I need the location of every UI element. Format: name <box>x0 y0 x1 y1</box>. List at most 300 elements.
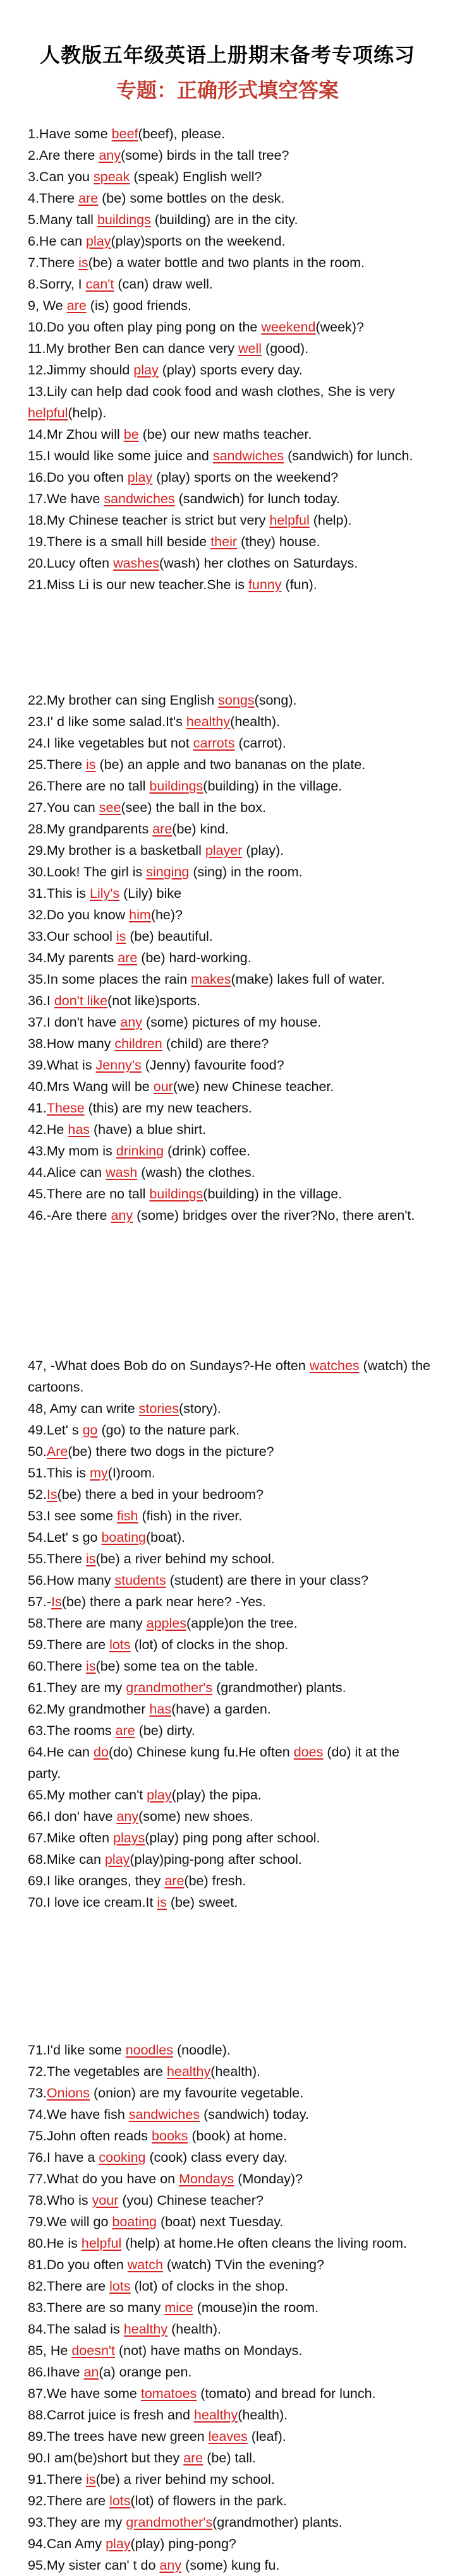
sentence-text: 73. <box>28 2085 47 2101</box>
answer-word: songs <box>218 693 255 708</box>
answer-word: plays <box>113 1830 145 1846</box>
sentence-text: 55.There <box>28 1551 87 1566</box>
answer-word: play <box>127 470 153 485</box>
answer-word: sandwiches <box>212 448 284 463</box>
sentence-text: 20.Lucy often <box>28 556 114 571</box>
answer-word: mice <box>164 2300 193 2315</box>
sentence-text: 63.The rooms <box>28 1723 116 1738</box>
sentence-text: 12.Jimmy should <box>28 362 134 378</box>
sentence-text: 10.Do you often play ping pong on the <box>28 319 262 335</box>
sentence-text: 18.My Chinese teacher is strict but very <box>28 513 270 528</box>
exercise-item <box>28 2490 432 2512</box>
answer-word: buildings <box>97 212 151 227</box>
answer-word: watches <box>309 1358 360 1373</box>
sentence-text: (building) in the village. <box>203 1186 343 1202</box>
exercise-section-3 <box>28 1355 432 1913</box>
sentence-text: (health). <box>210 2064 261 2079</box>
exercise-item <box>28 338 432 359</box>
exercise-item <box>28 166 432 188</box>
sentence-text: (have) a garden. <box>171 1702 271 1717</box>
sentence-text: 36.I <box>28 993 54 1008</box>
exercise-item <box>28 2469 432 2490</box>
exercise-item <box>28 2104 432 2125</box>
sentence-text: (lot) of clocks in the shop. <box>130 1637 289 1652</box>
exercise-item <box>28 1162 432 1183</box>
sentence-text: 95.My sister can' t do <box>28 2558 160 2573</box>
sentence-text: 27.You can <box>28 800 99 815</box>
answer-word: carrots <box>193 736 235 751</box>
answer-word: are <box>152 821 173 837</box>
exercise-item <box>28 316 432 338</box>
sentence-text: (sandwich) today. <box>200 2107 309 2122</box>
sentence-text: 15.I would like some juice and <box>28 448 213 463</box>
answer-word: Is <box>51 1594 62 1609</box>
sentence-text: 5.Many tall <box>28 212 97 227</box>
exercise-item <box>28 775 432 797</box>
sentence-text: 89.The trees have new green <box>28 2429 209 2444</box>
sentence-text: (leaf). <box>247 2429 286 2444</box>
sentence-text: 77.What do you have on <box>28 2171 179 2186</box>
answer-word: are <box>66 298 87 313</box>
exercise-item <box>28 990 432 1011</box>
sentence-text: 72.The vegetables are <box>28 2064 167 2079</box>
sentence-text: 40.Mrs Wang will be <box>28 1079 154 1094</box>
sentence-text: 38.How many <box>28 1036 115 1051</box>
sentence-text: (play) ping-pong? <box>130 2536 236 2551</box>
sentence-text: (fish) in the river. <box>138 1508 243 1524</box>
sentence-text: (be) some bottles on the desk. <box>98 191 285 206</box>
sentence-text: 47, -What does Bob do on Sundays?-He often <box>28 1358 310 1373</box>
answer-word: beef <box>111 126 138 141</box>
sentence-text: (good). <box>262 341 309 356</box>
sentence-text: (tomato) and bread for lunch. <box>197 2386 376 2401</box>
answer-word: any <box>120 1015 143 1030</box>
sentence-text: (see) the ball in the box. <box>121 800 266 815</box>
exercise-item <box>28 2512 432 2533</box>
answer-word: speak <box>93 169 130 184</box>
answer-word: These <box>46 1100 85 1116</box>
sentence-text: (boat) next Tuesday. <box>157 2214 284 2229</box>
sentence-text: 7.There <box>28 255 79 270</box>
exercise-item <box>28 1892 432 1913</box>
exercise-item <box>28 273 432 295</box>
sentence-text: (wash) her clothes on Saturdays. <box>159 556 358 571</box>
sentence-text: 76.I have a <box>28 2150 99 2165</box>
answer-word: can't <box>85 277 114 292</box>
sentence-text: (not) have maths on Mondays. <box>115 2343 303 2358</box>
sentence-text: (Monday)? <box>234 2171 303 2186</box>
sentence-text: 78.Who is <box>28 2193 92 2208</box>
page-title: 人教版五年级英语上册期末备考专项练习 <box>39 43 415 67</box>
exercise-item <box>28 1033 432 1054</box>
answer-word: is <box>116 929 126 944</box>
answer-word: apples <box>146 1616 186 1631</box>
sentence-text: (they) house. <box>237 534 320 549</box>
sentence-text: (building) are in the city. <box>150 212 298 227</box>
exercise-item <box>28 123 432 145</box>
sentence-text: 44.Alice can <box>28 1165 106 1180</box>
exercise-item <box>28 1570 432 1591</box>
sentence-text: (apple)on the tree. <box>186 1616 298 1631</box>
sentence-text: (sandwich) for lunch today. <box>174 491 340 506</box>
answer-word: Lily's <box>89 886 120 901</box>
exercise-item <box>28 488 432 510</box>
sentence-text: 30.Look! The girl is <box>28 864 147 880</box>
answer-word: Mondays <box>179 2171 234 2186</box>
sentence-text: 50. <box>28 1444 47 1459</box>
sentence-text: (speak) English well? <box>130 169 262 184</box>
sentence-text: 81.Do you often <box>28 2257 128 2272</box>
answer-word: my <box>89 1465 108 1481</box>
sentence-text: 53.I see some <box>28 1508 118 1524</box>
sentence-text: (do) Chinese kung fu.He often <box>108 1744 294 1760</box>
exercise-item <box>28 188 432 209</box>
answer-word: Onions <box>46 2085 90 2101</box>
exercise-section-2 <box>28 689 432 1226</box>
exercise-item <box>28 2533 432 2555</box>
answer-word: helpful <box>81 2236 122 2251</box>
sentence-text: (be) hard-working. <box>137 950 252 965</box>
exercise-section-4 <box>28 2039 432 2576</box>
sentence-text: 91.There <box>28 2472 87 2487</box>
exercise-item <box>28 883 432 904</box>
sentence-text: (you) Chinese teacher? <box>118 2193 264 2208</box>
sentence-text: (a) orange pen. <box>99 2364 192 2380</box>
exercise-item <box>28 1419 432 1441</box>
sentence-text: (be) a river behind my school. <box>95 2472 275 2487</box>
sentence-text: (lot) of clocks in the shop. <box>130 2279 289 2294</box>
sentence-text: 87.We have some <box>28 2386 141 2401</box>
sentence-text: 26.There are no tall <box>28 778 150 794</box>
exercise-item <box>28 711 432 732</box>
answer-word: is <box>78 255 88 270</box>
sentence-text: (boat). <box>146 1530 186 1545</box>
sentence-text: (be) dirty. <box>135 1723 195 1738</box>
answer-word: are <box>183 2450 203 2466</box>
exercise-item <box>28 732 432 754</box>
exercise-item <box>28 359 432 381</box>
sentence-text: 28.My grandparents <box>28 821 153 837</box>
exercise-item <box>28 1870 432 1892</box>
exercise-item <box>28 1827 432 1849</box>
answer-word: sandwiches <box>104 491 175 506</box>
sentence-text: (go) to the nature park. <box>97 1422 240 1438</box>
exercise-item <box>28 797 432 818</box>
exercise-item <box>28 1441 432 1462</box>
sentence-text: (help). <box>68 405 107 420</box>
exercise-item <box>28 2318 432 2340</box>
sentence-text: (be) fresh. <box>184 1873 246 1888</box>
sentence-text: (some) kung fu. <box>181 2558 280 2573</box>
answer-word: Jenny's <box>95 1058 142 1073</box>
answer-word: books <box>152 2128 188 2144</box>
sentence-text: (help) at home.He often cleans the living room. <box>121 2236 407 2251</box>
exercise-item <box>28 2383 432 2404</box>
sentence-text: 88.Carrot juice is fresh and <box>28 2407 194 2423</box>
sentence-text: 31.This is <box>28 886 90 901</box>
sentence-text: (mouse)in the room. <box>193 2300 319 2315</box>
sentence-text: (be) there a bed in your bedroom? <box>57 1487 264 1502</box>
sentence-text: (do) it at the party. <box>28 1744 400 1781</box>
sentence-text: (student) are there in your class? <box>166 1573 368 1588</box>
sentence-text: 34.My parents <box>28 950 118 965</box>
sentence-text: (story). <box>178 1401 221 1416</box>
answer-word: makes <box>191 972 231 987</box>
exercise-item <box>28 2254 432 2275</box>
answer-word: their <box>210 534 238 549</box>
sentence-text: 61.They are my <box>28 1680 126 1695</box>
answer-word: any <box>99 148 121 163</box>
sentence-text: 29.My brother is a basketball <box>28 843 205 858</box>
exercise-item <box>28 252 432 273</box>
sentence-text: 69.I like oranges, they <box>28 1873 165 1888</box>
sentence-text: (book) at home. <box>188 2128 287 2144</box>
exercise-item <box>28 947 432 969</box>
exercise-item <box>28 467 432 488</box>
exercise-item <box>28 1011 432 1033</box>
answer-word: has <box>149 1702 172 1717</box>
sentence-text: (carrot). <box>234 736 286 751</box>
sentence-text: 93.They are my <box>28 2515 126 2530</box>
answer-word: healthy <box>123 2322 168 2337</box>
sentence-text: (have) a blue shirt. <box>90 1122 207 1137</box>
exercise-item <box>28 2426 432 2447</box>
answer-word: doesn't <box>71 2343 115 2358</box>
sentence-text: (be) a river behind my school. <box>95 1551 275 1566</box>
sentence-text: (grandmother) plants. <box>212 1680 346 1695</box>
exercise-item <box>28 2147 432 2168</box>
exercise-item <box>28 818 432 840</box>
sentence-text: (watch) the cartoons. <box>28 1358 431 1395</box>
sentence-text: 9, We <box>28 298 67 313</box>
exercise-item <box>28 1527 432 1548</box>
exercise-item <box>28 1355 432 1398</box>
answer-word: don't like <box>54 993 108 1008</box>
sentence-text: 92.There are <box>28 2493 110 2508</box>
exercise-item <box>28 209 432 230</box>
exercise-item <box>28 2275 432 2297</box>
answer-word: washes <box>113 556 159 571</box>
exercise-item <box>28 2125 432 2147</box>
exercise-item <box>28 1806 432 1827</box>
exercise-item <box>28 145 432 166</box>
exercise-item <box>28 1076 432 1097</box>
sentence-text: (help). <box>309 513 352 528</box>
sentence-text: 43.My mom is <box>28 1143 116 1159</box>
sentence-text: 21.Miss Li is our new teacher.She is <box>28 577 248 592</box>
sentence-text: (play) ping pong after school. <box>145 1830 320 1846</box>
sentence-text: (be) sweet. <box>166 1895 238 1910</box>
exercise-item <box>28 445 432 467</box>
sentence-text: (week)? <box>315 319 364 335</box>
sentence-text: (building) in the village. <box>203 778 343 794</box>
sentence-text: 42.He <box>28 1122 68 1137</box>
exercise-item <box>28 531 432 552</box>
exercise-item <box>28 2168 432 2190</box>
sentence-text: (sing) in the room. <box>189 864 303 880</box>
answer-word: lots <box>109 2493 131 2508</box>
exercise-item <box>28 1677 432 1698</box>
sentence-text: (can) draw well. <box>114 277 213 292</box>
exercise-item <box>28 295 432 316</box>
sentence-text: (watch) TVin the evening? <box>162 2257 324 2272</box>
sentence-text: 48, Amy can write <box>28 1401 139 1416</box>
answer-word: any <box>116 1809 139 1824</box>
answer-word: him <box>129 907 151 922</box>
exercise-item <box>28 926 432 947</box>
answer-word: any <box>159 2558 182 2573</box>
answer-word: any <box>111 1208 133 1223</box>
exercise-item <box>28 1398 432 1419</box>
answer-word: cooking <box>99 2150 146 2165</box>
answer-word: play <box>104 1852 130 1867</box>
sentence-text: 11.My brother Ben can dance very <box>28 341 239 356</box>
answer-word: is <box>86 757 96 772</box>
sentence-text: 83.There are so many <box>28 2300 165 2315</box>
answer-word: play <box>106 2536 131 2551</box>
sentence-text: 70.I love ice cream.It <box>28 1895 157 1910</box>
exercise-item <box>28 689 432 711</box>
sentence-text: 75.John often reads <box>28 2128 152 2144</box>
exercise-item <box>28 1784 432 1806</box>
exercise-item <box>28 2211 432 2233</box>
answer-word: play <box>147 1787 172 1803</box>
sentence-text: (be) a water bottle and two plants in the room. <box>88 255 365 270</box>
sentence-text: (play)ping-pong after school. <box>130 1852 302 1867</box>
sentence-text: (noodle). <box>173 2042 231 2058</box>
sentence-text: (not like)sports. <box>107 993 200 1008</box>
sentence-text: 52. <box>28 1487 47 1502</box>
sentence-text: (be) some tea on the table. <box>95 1659 258 1674</box>
answer-word: weekend <box>261 319 316 335</box>
exercise-item <box>28 1505 432 1527</box>
answer-word: buildings <box>149 1186 203 1202</box>
sentence-text: 85, He <box>28 2343 72 2358</box>
sentence-text: (fun). <box>281 577 317 592</box>
exercise-item <box>28 1548 432 1570</box>
answer-word: do <box>93 1744 109 1760</box>
answer-word: watch <box>127 2257 163 2272</box>
answer-word: are <box>115 1723 135 1738</box>
answer-word: Is <box>46 1487 58 1502</box>
answer-word: is <box>86 2472 96 2487</box>
answer-word: helpful <box>28 405 68 420</box>
sentence-text: (some) bridges over the river?No, there aren't. <box>133 1208 415 1223</box>
exercise-item <box>28 2061 432 2082</box>
sentence-text: (play) sports on the weekend? <box>152 470 339 485</box>
answer-word: does <box>293 1744 324 1760</box>
sentence-text: 25.There <box>28 757 87 772</box>
sentence-text: (health). <box>167 2322 221 2337</box>
sentence-text: 64.He can <box>28 1744 94 1760</box>
sentence-text: 23.I' d like some salad.It's <box>28 714 186 729</box>
answer-word: helpful <box>269 513 310 528</box>
sentence-text: 82.There are <box>28 2279 110 2294</box>
sentence-text: (play)sports on the weekend. <box>111 234 286 249</box>
exercise-item <box>28 754 432 775</box>
answer-word: sandwiches <box>128 2107 200 2122</box>
exercise-item <box>28 1698 432 1720</box>
sentence-text: (be) an apple and two bananas on the plate. <box>95 757 366 772</box>
sentence-text: (health). <box>230 714 281 729</box>
sentence-text: 80.He is <box>28 2236 82 2251</box>
sentence-text: (song). <box>254 693 297 708</box>
sentence-text: 1.Have some <box>28 126 112 141</box>
sentence-text: 8.Sorry, I <box>28 277 86 292</box>
exercise-item <box>28 1849 432 1870</box>
sentence-text: (child) are there? <box>162 1036 269 1051</box>
answer-word: tomatoes <box>140 2386 197 2401</box>
answer-word: grandmother's <box>126 1680 213 1695</box>
exercise-item <box>28 861 432 883</box>
answer-word: lots <box>109 2279 131 2294</box>
exercise-item <box>28 1741 432 1784</box>
answer-word: drinking <box>116 1143 164 1159</box>
exercise-item <box>28 574 432 595</box>
answer-word: Are <box>46 1444 68 1459</box>
sentence-text: 39.What is <box>28 1058 96 1073</box>
exercise-item <box>28 1054 432 1076</box>
exercise-item <box>28 1140 432 1162</box>
sentence-text: (is) good friends. <box>86 298 191 313</box>
answer-word: healthy <box>166 2064 211 2079</box>
sentence-text: (health). <box>238 2407 288 2423</box>
exercise-item <box>28 2039 432 2061</box>
exercise-item <box>28 969 432 990</box>
sentence-text: (some) new shoes. <box>138 1809 253 1824</box>
sentence-text: 59.There are <box>28 1637 110 1652</box>
exercise-item <box>28 1097 432 1119</box>
sentence-text: (be) beautiful. <box>126 929 213 944</box>
sentence-text: (lot) of flowers in the park. <box>130 2493 287 2508</box>
answer-word: see <box>99 800 121 815</box>
sentence-text: 6.He can <box>28 234 87 249</box>
answer-word: is <box>86 1659 96 1674</box>
answer-word: grandmother's <box>126 2515 213 2530</box>
exercise-item <box>28 2233 432 2254</box>
exercise-item <box>28 552 432 574</box>
answer-word: buildings <box>149 778 203 794</box>
sentence-text: (I)room. <box>107 1465 155 1481</box>
sentence-text: 41. <box>28 1100 47 1116</box>
answer-word: are <box>118 950 138 965</box>
sentence-text: 86.Ihave <box>28 2364 84 2380</box>
page-subtitle: 专题：正确形式填空答案 <box>116 78 339 102</box>
exercise-item <box>28 510 432 531</box>
sentence-text: (be) our new maths teacher. <box>138 427 312 442</box>
sentence-text: 37.I don't have <box>28 1015 121 1030</box>
sentence-text: 49.Let' s <box>28 1422 83 1438</box>
exercise-item <box>28 2555 432 2576</box>
answer-word: an <box>83 2364 99 2380</box>
exercise-item <box>28 904 432 926</box>
exercise-item <box>28 2190 432 2211</box>
answer-word: students <box>114 1573 166 1588</box>
answer-word: are <box>78 191 99 206</box>
answer-word: funny <box>248 577 282 592</box>
sentence-text: (Jenny) favourite food? <box>141 1058 284 1073</box>
answer-word: go <box>82 1422 98 1438</box>
exercise-item <box>28 1462 432 1484</box>
exercise-item <box>28 2082 432 2104</box>
sentence-text: (some) pictures of my house. <box>142 1015 322 1030</box>
exercise-item <box>28 1591 432 1613</box>
sentence-text: 71.I'd like some <box>28 2042 126 2058</box>
sentence-text: (grandmother) plants. <box>212 2515 343 2530</box>
sentence-text: (play) the pipa. <box>171 1787 262 1803</box>
exercise-item <box>28 381 432 424</box>
sentence-text: 35.In some places the rain <box>28 972 191 987</box>
